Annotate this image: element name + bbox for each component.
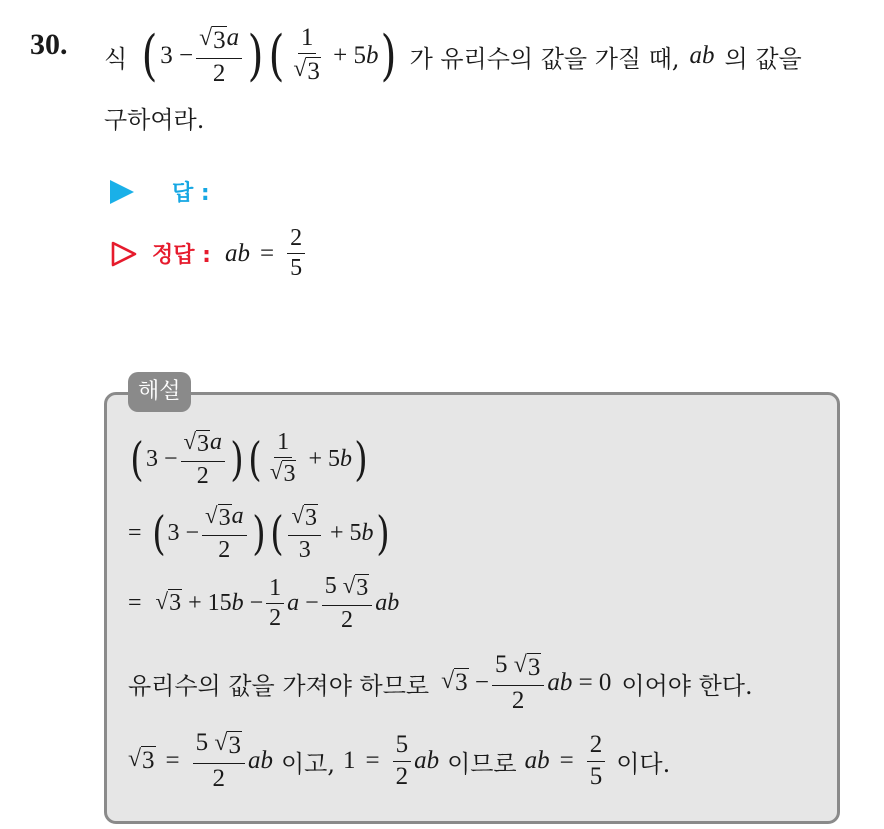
question-expression: ( 3 − √ 3 a 2 ) ( 1 √ 3 + 5b ) bbox=[141, 24, 397, 87]
answer-label: 답 : bbox=[172, 181, 210, 206]
question-text bbox=[104, 20, 802, 92]
solution-tag: 해설 bbox=[128, 372, 191, 412]
solution-line-1: ( 3 − √ 3 a 2 ) ( 1 √ 3 + 5b ) bbox=[130, 429, 368, 489]
solution-line-2: = ( 3 − √ 3 a 2 ) ( √ 3 3 + 5b ) bbox=[128, 503, 390, 563]
outline-triangle-icon bbox=[110, 240, 138, 268]
key-answer: ab = $\frac{2}{5}$ bbox=[225, 226, 308, 281]
question-suffix2: 의 값을 bbox=[724, 44, 802, 73]
question-prefix: 식 bbox=[104, 44, 128, 73]
question-ab: ab bbox=[689, 42, 715, 69]
play-triangle-icon bbox=[110, 180, 134, 204]
key-label: 정답 : bbox=[152, 243, 211, 269]
solution-line-5: √ 3 = 5 √ 3 2 ab 이고, 1 = $\frac{5}{2}$ ab 이므로 ab = $\frac{2}{5}$ 이다. bbox=[128, 729, 671, 792]
solution-line-4: 유리수의 값을 가져야 하므로 √ 3 − 5 √ 3 2 ab = 0 이어야 한다. bbox=[128, 651, 753, 714]
question-number: 30. bbox=[30, 28, 68, 61]
question-suffix: 가 유리수의 값을 가질 때, bbox=[409, 44, 680, 73]
answer-row bbox=[110, 176, 210, 207]
key-row bbox=[110, 226, 308, 281]
solution-line-3: = √ 3 + 15b − $\frac{1}{2}$ a − 5 √ 3 2 ab bbox=[128, 573, 400, 633]
question-line2: 구하여라. bbox=[104, 106, 205, 134]
